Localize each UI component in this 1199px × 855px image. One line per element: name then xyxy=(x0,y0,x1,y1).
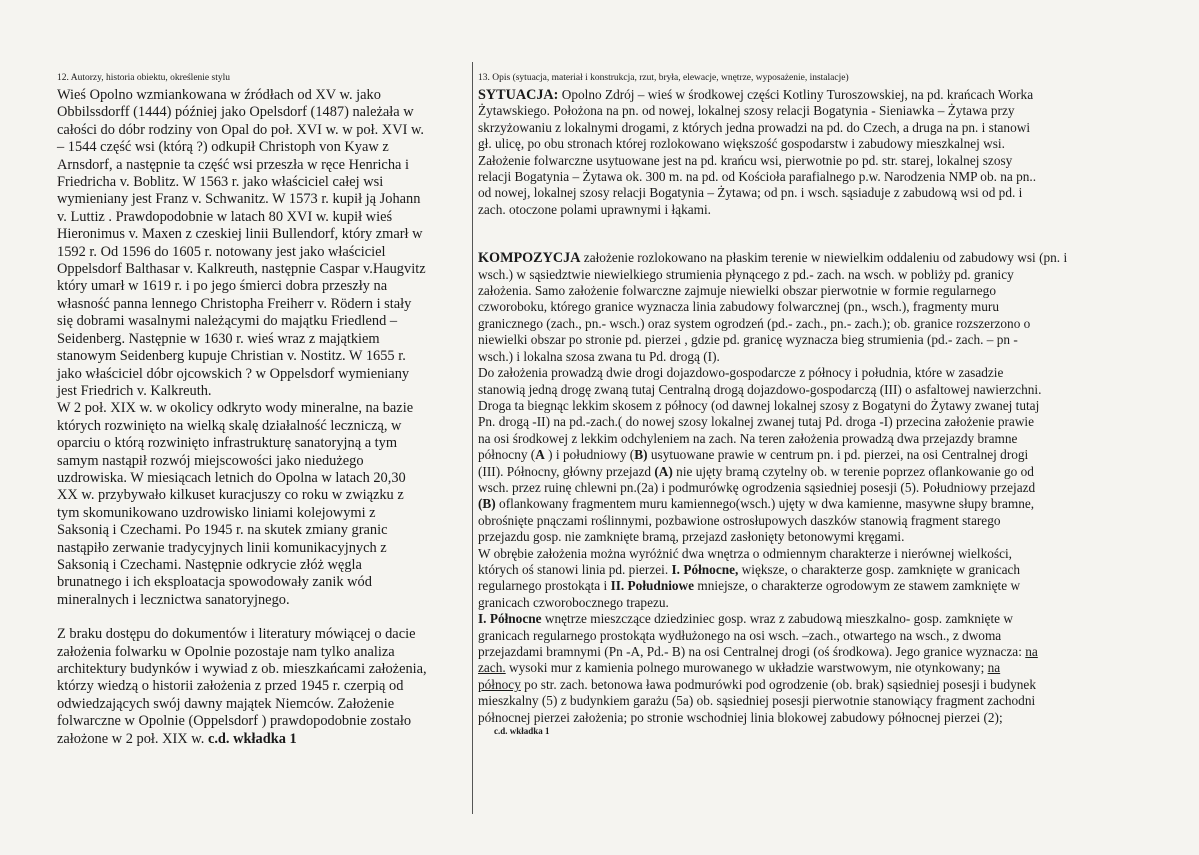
column-divider xyxy=(472,62,473,814)
gate-b-paren: (B) xyxy=(478,496,496,512)
interior-1-label: I. Północne, xyxy=(671,561,739,577)
gate-b-label: B) xyxy=(634,447,648,463)
history-paragraph: Wieś Opolno wzmiankowana w źródłach od XV w. jako Obbilssdorff (1444) później jako Opelsdorf (1487) należała w całości do dóbr rodziny von Opal do poł. XVI w. w poł. XVI w. – 1544 część wsi (którą ?) odkupił Christoph von Kyaw z Arnsdorf, a następnie ta część wsi przeszła w ręce Henricha i Friedricha v. Boblitz. W 1563 r. jako właściciel całej wsi wymieniany jest Franz v. Schwanitz. W 1573 r. kupił ją Johann v. Luttiz . Prawdopodobnie w latach 80 XVI w. kupił wieś Hieronimus v. Maxen z czeskiej linii Bullendorf, który zmarł w 1592 r. Od 1596 do 1605 r. notowany jest jako właściciel Oppelsdorf Balthasar v. Kalkreuth, następnie Caspar v.Haugvitz który umarł w 1619 r. i po jego śmierci dobra przeszły na własność panna lennego Christopha Freiherr v. Rödern i stały się dobrami wasalnymi należącymi do majątku Friedlend – Seidenberg. Następnie w 1630 r. wieś wraz z majątkiem stanowym Seidenberg kupuje Christian v. Nostitz. W 1655 r. jako właściciel dóbr ojcowskich ? w Oppelsdorf wymieniany jest Friedrich v. Kalkreuth. W 2 poł. XIX w. w okolicy odkryto wody mineralne, na bazie których rozwinięto na wielką skalę działalność leczniczą, w oparciu o którą rozwinięto infrastrukturę sanatoryjną a tym samym nastąpił rozwój miejscowości jako niedużego uzdrowiska. W miesiącach letnich do Opolna w latach 20,30 XX w. przybywało kilkuset kuracjuszy co roku w związku z tym skomunikowano uzdrowisko liniami kolejowymi z Saksonią i Czechami. Po 1945 r. na skutek zmiany granic nastąpiło zerwanie tradycyjnych linii komunikacyjnych z Saksonią i Czechami. Następnie odkrycie złóż węgla brunatnego i ich eksploatacja spowodowały zanik wód mineralnych i lecznictwa sanatoryjnego. xyxy=(57,87,426,608)
kompozycja-text-7: mniejsze, o charakterze ogrodowym ze stawem zamknięte w granicach czworobocznego trapezu. xyxy=(478,578,1021,610)
kompozycja-text-6: większe, o charakterze gosp. zamknięte w granicach regularnego prostokąta i xyxy=(478,561,1021,594)
sytuacja-paragraph xyxy=(478,87,1166,218)
left-column xyxy=(57,72,467,748)
founding-text: Z braku dostępu do dokumentów i literatury mówiącej o dacie założenia folwarku w Opolnie pozostaje nam tylko analiza architektury budynków i wywiad z ob. mieszkańcami założenia, którzy wiedzą o historii założenia z przed 1945 r. czerpią od odwiedzających swój dawny majątek Niemców. Założenie folwarczne w Opolnie (Oppelsdorf ) prawdopodobnie zostało założone w 2 poł. XIX w. xyxy=(57,626,427,747)
gate-a-paren: (A) xyxy=(654,463,673,479)
sytuacja-label: SYTUACJA: xyxy=(478,87,559,103)
section-13-heading: 13. Opis (sytuacja, materiał i konstrukcja, rzut, bryła, elewacje, wnętrze, wyposażenie, instalacje) xyxy=(478,73,849,83)
kompozycja-text-4: nie ujęty bramą czytelny ob. w terenie poprzez oflankowanie go od wsch. przez ruinę chlewni pn.(2a) i podmurówkę ogrodzenia sąsiedniej posesji (5). Południowy przejazd xyxy=(478,463,1036,495)
kompozycja-text-3: usytuowane prawie w centrum pn. i pd. pierzei, na osi Centralnej drogi (III). Północny, główny przejazd xyxy=(478,447,1029,479)
section-12-heading: 12. Autorzy, historia obiektu, określenie stylu xyxy=(57,73,230,83)
kompozycja-text-5: oflankowany fragmentem muru kamiennego(wsch.) ujęty w dwa kamienne, masywne słupy bramne, obrośnięte pnączami roślinnymi, pozbawione ostrosłupowych daszków stanowią fragment starego przejazdu gosp. nie zamknięte bramą, przejazd zasłonięty betonowymi kręgami. W obrębie założenia można wyróżnić dwa wnętrza o odmiennym charakterze i nierównej wielkości, których oś stanowi linia pd. pierzei. xyxy=(478,496,1035,577)
interior-2-label: II. Południowe xyxy=(610,578,695,594)
kompozycja-text-8: wnętrze mieszczące dziedziniec gosp. wraz z zabudową mieszkalno- gosp. zamknięte w granicach regularnego prostokąta wydłużonego na osi wsch. –zach., otwartego na wsch., z dwoma przejazdami bramnymi (Pn -A, Pd.- B) na osi Centralnej drogi (oś środkowa). Jego granice wyznacza: xyxy=(478,611,1022,659)
kompozycja-text-10: po str. zach. betonowa ława podmurówki pod ogrodzenie (ob. brak) sąsiedniej posesji i budynek mieszkalny (5) z budynkiem garażu (5a) ob. sąsiedniej posesji pierwotnie stanowiący fragment zachodni północnej pierzei założenia; po stronie wschodniej linia blokowej zabudowy północnej pierzei (2); xyxy=(478,676,1036,725)
kompozycja-label: KOMPOZYCJA xyxy=(478,250,581,267)
right-column xyxy=(478,72,1166,737)
underline-zach: zach. xyxy=(478,660,506,676)
founding-paragraph xyxy=(57,626,467,748)
underline-polnocy: północy xyxy=(478,676,521,692)
gate-a-label: A xyxy=(535,447,545,463)
kompozycja-text-2: ) i południowy ( xyxy=(544,447,635,463)
kompozycja-text-9: wysoki mur z kamienia polnego murowanego w układzie warstwowym, nie otynkowany; xyxy=(505,660,988,676)
continuation-ref-left: c.d. wkładka 1 xyxy=(207,730,297,747)
underline-na-1: na xyxy=(1025,644,1038,659)
interior-1-label-again: I. Północne xyxy=(478,611,542,627)
sytuacja-text: Opolno Zdrój – wieś w środkowej części Kotliny Turoszowskiej, na pd. krańcach Worka Żytawskiego. Położona na pn. od nowej, lokalnej szosy relacji Bogatynia - Sieniawka – Żytawa przy skrzyżowaniu z lokalnymi drogami, z których jedna prowadzi na pd. do Czech, a druga na pn. i stanowi gł. ulicę, po obu stronach której rozlokowano większość gospodarstw i zabudowy mieszkalnej wsi. Założenie folwarczne usytuowane jest na pd. krańcu wsi, pierwotnie po pd. str. starej, lokalnej szosy relacji Bogatynia – Żytawa ok. 300 m. na pd. od Kościoła parafialnego p.w. Narodzenia NMP ob. na pn.. od nowej, lokalnej szosy relacji Bogatynia – Żytawa; od pn. i wsch. sąsiaduje z zabudową wsi od pd. i zach. otoczone polami uprawnymi i łąkami. xyxy=(478,87,1037,217)
kompozycja-paragraph xyxy=(478,250,1166,726)
continuation-ref-right: c.d. wkładka 1 xyxy=(494,726,550,737)
underline-na-2: na xyxy=(987,660,1001,676)
kompozycja-text: założenie rozlokowano na płaskim terenie w niewielkim oddaleniu od zabudowy wsi (pn. i wsch.) w sąsiedztwie niewielkiego strumienia płynącego z pd.- zach. na wsch. w pobliży pd. granicy założenia. Samo założenie folwarczne zajmuje niewielki obszar pierwotnie w formie regularnego czworoboku, którego granice wyznacza linia zabudowy folwarcznej (pn., wsch.), fragmenty muru granicznego (zach., pn.- wsch.) oraz system ogrodzeń (pd.- zach., pn.- zach.); ob. granice rozszerzono o niewielki obszar po stronie pd. pierzei , gdzie pd. granicę wyznacza bieg strumienia (pd.- zach. – pn - wsch.) i lokalna szosa zwana tu Pd. drogą (I). Do założenia prowadzą dwie drogi dojazdowo-gospodarcze z północy i południa, które w zasadzie stanowią jedną drogę zwaną tutaj Centralną drogą dojazdowo-gospodarczą (III) o asfaltowej nawierzchni. Droga ta biegnąc lekkim skosem z północy (od dawnej lokalnej szosy z Bogatyni do Żytawy zwanej tutaj Pn. drogą -II) na pd.-zach.( do nowej szosy lokalnej zwanej tutaj Pd. droga -I) przecina założenie prawie na osi środkowej z lekkim odchyleniem na zach. Na teren założenia prowadzą dwa przejazdy bramne północny ( xyxy=(478,250,1068,463)
